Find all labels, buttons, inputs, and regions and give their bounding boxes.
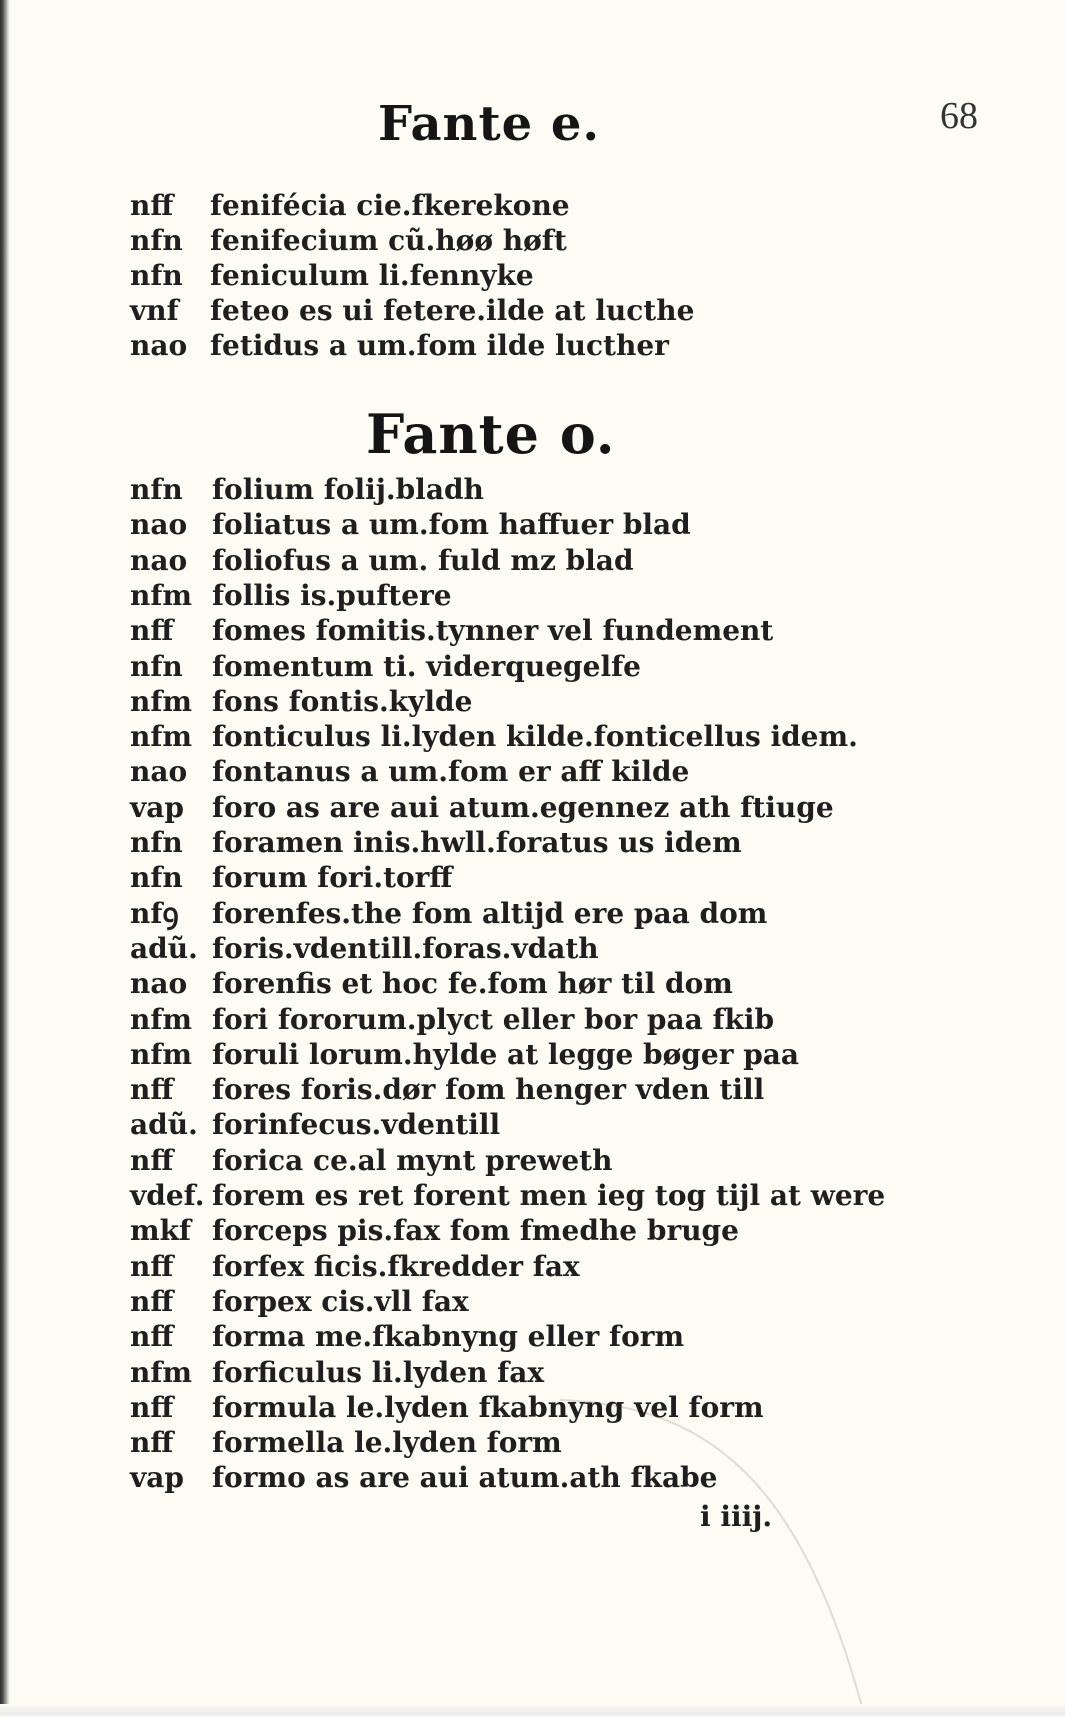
entry-text: formula le.lyden fkabnyng vel form bbox=[212, 1390, 764, 1424]
entry-text: foliatus a um.fom haffuer blad bbox=[212, 508, 691, 542]
entry-grammar-code: nfn bbox=[130, 473, 183, 506]
entry-grammar-code: nff bbox=[130, 1426, 174, 1460]
entry-text: folium folij.bladh bbox=[212, 473, 484, 506]
entry-text: forma me.fkabnyng eller form bbox=[212, 1320, 685, 1354]
entry-text: fenifécia cie.fkerekone bbox=[210, 189, 570, 222]
entry-text: forpex cis.vll fax bbox=[212, 1284, 469, 1318]
entry-text: feteo es ui fetere.ilde at lucthe bbox=[210, 294, 695, 327]
entry-text: fori fororum.plyct eller bor paa fkib bbox=[212, 1002, 775, 1036]
entry-grammar-code: vnf bbox=[130, 294, 179, 327]
entry-grammar-code: nao bbox=[130, 508, 188, 542]
entry-grammar-code: nao bbox=[130, 755, 188, 789]
entry-grammar-code: nfm bbox=[130, 1355, 193, 1389]
entry-text: forinfecus.vdentill bbox=[212, 1108, 501, 1142]
entry-text: fores foris.dør fom henger vden till bbox=[212, 1073, 765, 1107]
entry-text: foro as are aui atum.egennez ath ftiuge bbox=[212, 790, 834, 824]
signature-mark: i iiij. bbox=[700, 1500, 773, 1533]
entry-grammar-code: nff bbox=[130, 189, 174, 222]
entry-text: feniculum li.fennyke bbox=[210, 259, 534, 292]
entry-grammar-code: nao bbox=[130, 543, 188, 577]
entry-grammar-code: nfn bbox=[130, 861, 183, 895]
entry-grammar-code: nfn bbox=[130, 649, 183, 683]
section-heading-fante-e: Fante e. bbox=[378, 96, 601, 152]
entry-grammar-code: nao bbox=[130, 967, 188, 1001]
entry-grammar-code: nfn bbox=[130, 259, 183, 292]
section-heading-fante-o: Fante o. bbox=[366, 402, 616, 466]
entry-text: fonticulus li.lyden kilde.fonticellus idem. bbox=[212, 720, 858, 754]
entry-grammar-code: nff bbox=[130, 1249, 174, 1283]
entry-text: follis is.puftere bbox=[212, 578, 452, 612]
entry-grammar-code: vap bbox=[130, 790, 184, 824]
entry-grammar-code: nfn bbox=[130, 224, 183, 257]
entry-text: fenifecium cũ.høø høft bbox=[210, 224, 567, 257]
entry-grammar-code: nff bbox=[130, 1143, 174, 1177]
entry-grammar-code: nfm bbox=[130, 578, 193, 612]
entry-grammar-code: nao bbox=[130, 329, 188, 362]
entry-text: foruli lorum.hylde at legge bøger paa bbox=[212, 1037, 800, 1071]
entry-grammar-code: nfm bbox=[130, 684, 193, 718]
entry-text: forceps pis.fax fom fmedhe bruge bbox=[212, 1214, 739, 1248]
entry-text: fomentum ti. viderquegelfe bbox=[212, 649, 641, 683]
entry-text: forenfis et hoc fe.fom hør til dom bbox=[212, 967, 733, 1001]
entry-grammar-code: adũ. bbox=[130, 1108, 198, 1142]
entry-grammar-code: nff bbox=[130, 1320, 174, 1354]
entry-text: foliofus a um. fuld mz blad bbox=[212, 543, 634, 577]
entry-grammar-code: mkf bbox=[130, 1214, 192, 1248]
entry-text: forenfes.the fom altijd ere paa dom bbox=[212, 896, 768, 930]
entry-text: forem es ret forent men ieg tog tijl at were bbox=[212, 1179, 886, 1212]
entry-grammar-code: nff bbox=[130, 1073, 174, 1107]
page-bottom-edge bbox=[0, 1704, 1065, 1718]
entry-grammar-code: nfm bbox=[130, 1002, 193, 1036]
page-number: 68 bbox=[940, 95, 978, 137]
entry-grammar-code: nff bbox=[130, 1284, 174, 1318]
entry-grammar-code: nfn bbox=[130, 826, 183, 859]
entry-text: foris.vdentill.foras.vdath bbox=[212, 931, 599, 965]
entry-text: forica ce.al mynt preweth bbox=[212, 1143, 613, 1177]
entry-grammar-code: nfm bbox=[130, 1037, 193, 1071]
entry-text: formo as are aui atum.ath fkabe bbox=[212, 1461, 718, 1495]
entry-grammar-code: nfm bbox=[130, 720, 193, 754]
entry-grammar-code: vdef. bbox=[130, 1179, 205, 1212]
entry-text: forum fori.torff bbox=[212, 861, 453, 895]
entry-grammar-code: nfꝯ bbox=[130, 896, 179, 930]
entry-text: foramen inis.hwll.foratus us idem bbox=[212, 826, 742, 859]
entry-text: forfex ficis.fkredder fax bbox=[212, 1249, 580, 1283]
entry-grammar-code: nff bbox=[130, 614, 174, 648]
entry-grammar-code: vap bbox=[130, 1461, 184, 1495]
entry-text: fontanus a um.fom er aff kilde bbox=[212, 755, 690, 789]
entry-text: fomes fomitis.tynner vel fundement bbox=[212, 614, 774, 648]
entry-text: formella le.lyden form bbox=[212, 1426, 562, 1460]
entry-grammar-code: nff bbox=[130, 1390, 174, 1424]
entry-grammar-code: adũ. bbox=[130, 931, 198, 965]
entry-text: forficulus li.lyden fax bbox=[212, 1355, 545, 1389]
entry-text: fons fontis.kylde bbox=[212, 684, 473, 718]
entry-text: fetidus a um.fom ilde lucther bbox=[210, 329, 669, 362]
